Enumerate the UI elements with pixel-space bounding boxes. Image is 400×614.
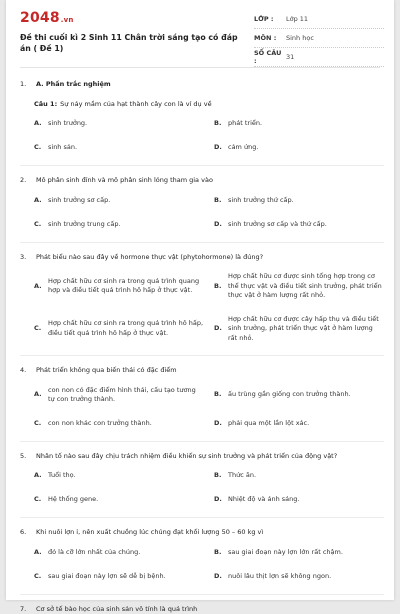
question-block xyxy=(20,80,384,166)
answer-option-b[interactable] xyxy=(214,272,384,301)
answer-option-a[interactable] xyxy=(34,119,204,129)
option-letter: C. xyxy=(34,419,48,429)
question-block xyxy=(20,452,384,519)
question-text: Phát biểu nào sau đây về hormone thực vật (phytohormone) là đúng? xyxy=(36,253,384,263)
question-number: 2. xyxy=(20,176,36,186)
question-number: 5. xyxy=(20,452,36,462)
question-number: 6. xyxy=(20,528,36,538)
document-sheet xyxy=(6,0,394,600)
question-number: 4. xyxy=(20,366,36,376)
answer-option-d[interactable] xyxy=(214,419,384,429)
meta-table xyxy=(254,10,384,67)
option-letter: A. xyxy=(34,119,48,129)
question-text: Phát triển không qua biến thái có đặc điểm xyxy=(36,366,384,376)
answer-option-a[interactable] xyxy=(34,196,204,206)
option-text: con non khác con trưởng thành. xyxy=(48,419,152,429)
meta-value: Lớp 11 xyxy=(286,15,308,23)
meta-row-count xyxy=(254,48,384,67)
answer-option-a[interactable] xyxy=(34,272,204,301)
option-text: phải qua một lần lột xác. xyxy=(228,419,309,429)
question-block xyxy=(20,176,384,243)
question-header xyxy=(20,253,384,263)
document-title: Đề thi cuối kì 2 Sinh 11 Chân trời sáng tạo có đáp án ( Đề 1) xyxy=(20,32,240,54)
option-text: sinh trưởng thứ cấp. xyxy=(228,196,294,206)
option-text: sinh sản. xyxy=(48,143,77,153)
meta-key: MÔN : xyxy=(254,34,286,42)
option-letter: C. xyxy=(34,220,48,230)
option-text: sau giai đoạn này lợn sẽ dễ bị bệnh. xyxy=(48,572,166,582)
option-text: Hợp chất hữu cơ sinh ra trong quá trình quang hợp và điều tiết quá trình hô hấp ở thực vật. xyxy=(48,277,204,296)
meta-key: SỐ CÂU : xyxy=(254,49,286,65)
question-number: 7. xyxy=(20,605,36,614)
option-letter: D. xyxy=(214,143,228,153)
question-header xyxy=(20,528,384,538)
answer-option-a[interactable] xyxy=(34,386,204,405)
answer-option-c[interactable] xyxy=(34,495,204,505)
question-header xyxy=(20,366,384,376)
option-text: sinh trưởng sơ cấp và thứ cấp. xyxy=(228,220,327,230)
option-text: Hợp chất hữu cơ được cây hấp thụ và điều tiết sinh trưởng, phát triển thực vật ở hàm lượng rất nhỏ. xyxy=(228,315,384,344)
logo-text: 2048 xyxy=(20,10,60,26)
question-block xyxy=(20,253,384,357)
option-letter: C. xyxy=(34,324,48,334)
meta-key: LỚP : xyxy=(254,15,286,23)
question-text: Mô phân sinh đỉnh và mô phân sinh lóng tham gia vào xyxy=(36,176,384,186)
answer-options xyxy=(34,471,384,505)
logo-suffix: .vn xyxy=(61,16,74,24)
answer-option-a[interactable] xyxy=(34,471,204,481)
option-text: Thức ăn. xyxy=(228,471,256,481)
answer-options xyxy=(34,386,384,429)
answer-option-c[interactable] xyxy=(34,220,204,230)
meta-row-subject xyxy=(254,29,384,48)
question-header xyxy=(20,452,384,462)
question-text: Nhân tố nào sau đây chịu trách nhiệm điều khiển sự sinh trưởng và phát triển của động vật? xyxy=(36,452,384,462)
option-letter: D. xyxy=(214,220,228,230)
question-block xyxy=(20,528,384,595)
option-letter: B. xyxy=(214,282,228,292)
question-block xyxy=(20,366,384,442)
answer-option-b[interactable] xyxy=(214,471,384,481)
answer-option-b[interactable] xyxy=(214,119,384,129)
option-letter: A. xyxy=(34,390,48,400)
option-letter: B. xyxy=(214,196,228,206)
meta-row-class xyxy=(254,10,384,29)
answer-option-d[interactable] xyxy=(214,143,384,153)
option-text: sinh trưởng trung cấp. xyxy=(48,220,121,230)
option-letter: A. xyxy=(34,282,48,292)
answer-options xyxy=(34,548,384,582)
answer-option-c[interactable] xyxy=(34,572,204,582)
meta-value: Sinh học xyxy=(286,34,314,42)
option-letter: B. xyxy=(214,548,228,558)
question-lead: Câu 1: xyxy=(34,100,57,108)
option-letter: A. xyxy=(34,196,48,206)
option-letter: D. xyxy=(214,495,228,505)
answer-option-c[interactable] xyxy=(34,419,204,429)
answer-options xyxy=(34,272,384,343)
option-text: sinh trưởng sơ cấp. xyxy=(48,196,110,206)
option-text: đó là cỡ lớn nhất của chúng. xyxy=(48,548,140,558)
question-text: Cơ sở tế bào học của sinh sản vô tính là quá trình xyxy=(36,605,384,614)
option-letter: C. xyxy=(34,143,48,153)
option-text: Hợp chất hữu cơ được sinh tổng hợp trong cơ thể thực vật và điều tiết sinh trưởng, phát triển thực vật ở hàm lượng rất nhỏ. xyxy=(228,272,384,301)
question-number: 1. xyxy=(20,80,36,90)
option-letter: C. xyxy=(34,495,48,505)
question-header xyxy=(20,80,384,90)
header-divider xyxy=(20,67,380,68)
question-text: Khi nuôi lợn ỉ, nên xuất chuồng lúc chúng đạt khối lượng 50 – 60 kg vì xyxy=(36,528,384,538)
option-text: Nhiệt độ và ánh sáng. xyxy=(228,495,299,505)
option-letter: B. xyxy=(214,390,228,400)
option-letter: C. xyxy=(34,572,48,582)
option-letter: A. xyxy=(34,548,48,558)
option-text: con non có đặc điểm hình thái, cấu tạo tương tự con trưởng thành. xyxy=(48,386,204,405)
answer-option-d[interactable] xyxy=(214,495,384,505)
site-logo[interactable] xyxy=(20,10,74,26)
meta-value: 31 xyxy=(286,53,294,61)
option-letter: D. xyxy=(214,324,228,334)
option-letter: D. xyxy=(214,419,228,429)
question-header xyxy=(20,605,384,614)
answer-option-b[interactable] xyxy=(214,196,384,206)
option-letter: A. xyxy=(34,471,48,481)
option-text: sau giai đoạn này lợn lớn rất chậm. xyxy=(228,548,343,558)
option-letter: D. xyxy=(214,572,228,582)
option-text: Hợp chất hữu cơ sinh ra trong quá trình hô hấp, điều tiết quá trình hô hấp ở thực vật. xyxy=(48,319,204,338)
option-text: sinh trưởng. xyxy=(48,119,87,129)
question-text xyxy=(34,100,384,110)
answer-options xyxy=(34,119,384,153)
option-text: Tuổi thọ. xyxy=(48,471,76,481)
answer-option-c[interactable] xyxy=(34,315,204,344)
option-text: cảm ứng. xyxy=(228,143,258,153)
answer-option-a[interactable] xyxy=(34,548,204,558)
option-letter: B. xyxy=(214,471,228,481)
option-text: Hệ thống gene. xyxy=(48,495,98,505)
section-title: A. Phần trắc nghiệm xyxy=(36,80,111,90)
option-letter: B. xyxy=(214,119,228,129)
option-text: ấu trùng gần giống con trưởng thành. xyxy=(228,390,351,400)
option-text: phát triển. xyxy=(228,119,262,129)
question-list xyxy=(20,76,384,614)
question-block xyxy=(20,605,384,614)
answer-option-d[interactable] xyxy=(214,315,384,344)
answer-option-b[interactable] xyxy=(214,386,384,405)
answer-option-c[interactable] xyxy=(34,143,204,153)
question-header xyxy=(20,176,384,186)
question-body: Sự nảy mầm của hạt thành cây con là ví dụ về xyxy=(60,100,211,108)
answer-option-b[interactable] xyxy=(214,548,384,558)
option-text: nuôi lâu thịt lợn sẽ không ngon. xyxy=(228,572,331,582)
answer-options xyxy=(34,196,384,230)
answer-option-d[interactable] xyxy=(214,572,384,582)
question-number: 3. xyxy=(20,253,36,263)
answer-option-d[interactable] xyxy=(214,220,384,230)
